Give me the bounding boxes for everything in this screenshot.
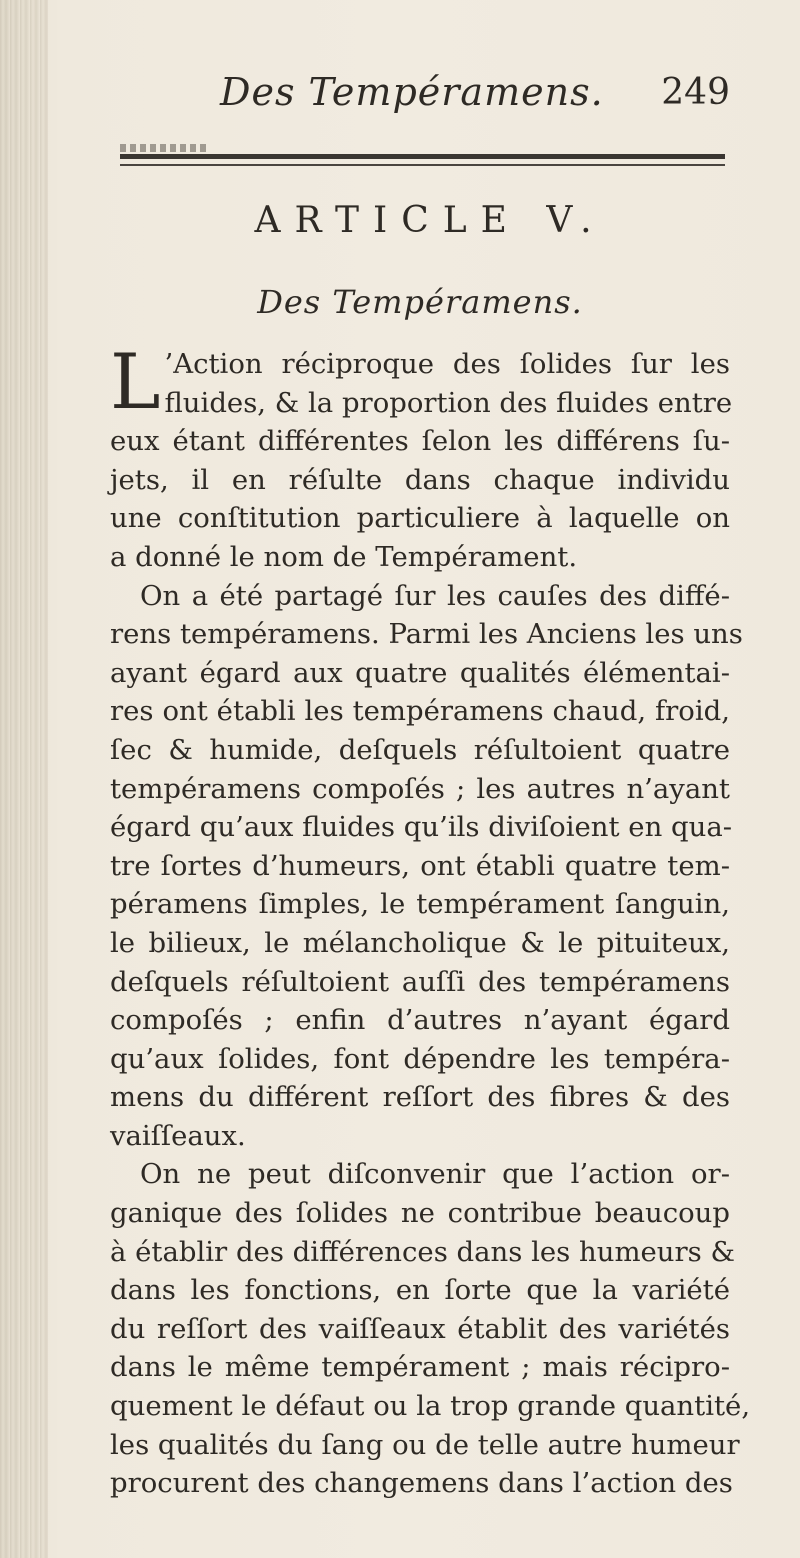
text-line: dans le même tempérament ; mais récipro- bbox=[110, 1351, 730, 1384]
running-title: Des Tempéramens. bbox=[220, 70, 604, 114]
text-line: a donné le nom de Tempérament. bbox=[110, 540, 578, 573]
text-line: mens du différent reſſort des fibres & des bbox=[110, 1081, 730, 1114]
text-line: une conſtitution particuliere à laquelle on bbox=[110, 502, 730, 535]
text-line: les qualités du ſang ou de telle autre humeur bbox=[110, 1428, 740, 1461]
text-line: ganique des ſolides ne contribue beaucoup bbox=[110, 1197, 730, 1230]
text-line: tre ſortes d’humeurs, ont établi quatre tem- bbox=[110, 849, 730, 882]
text-line: dans les fonctions, en ſorte que la variété bbox=[110, 1274, 730, 1307]
text-line: eux étant différentes ſelon les différens ſu- bbox=[110, 425, 730, 458]
header-rule-thick bbox=[120, 154, 725, 159]
page-number: 249 bbox=[661, 72, 730, 113]
text-line: à établir des différences dans les humeurs & bbox=[110, 1235, 735, 1268]
header-rule-thin bbox=[120, 164, 725, 166]
text-line: On a été partagé ſur les cauſes des diffé- bbox=[140, 579, 730, 612]
paragraph-2 bbox=[110, 577, 743, 1156]
text-line: ’Action réciproque des ſolides ſur les bbox=[164, 348, 730, 380]
paragraph-3 bbox=[110, 1155, 751, 1502]
text-line: égard qu’aux fluides qu’ils diviſoient en qua- bbox=[110, 811, 733, 844]
header-ornament bbox=[120, 144, 210, 152]
text-line: péramens ſimples, le tempérament ſanguin, bbox=[110, 888, 730, 921]
text-line: rens tempéramens. Parmi les Anciens les uns bbox=[110, 618, 743, 651]
body-text bbox=[110, 337, 751, 1503]
text-line: On ne peut diſconvenir que l’action or- bbox=[140, 1158, 730, 1191]
section-title: Des Tempéramens. bbox=[257, 283, 583, 321]
text-line: res ont établi les tempéramens chaud, froid, bbox=[110, 695, 730, 728]
text-line: quement le défaut ou la trop grande quantité, bbox=[110, 1390, 751, 1423]
page-edge-shadow bbox=[0, 0, 48, 1558]
text-line: jets, il en réſulte dans chaque individu bbox=[110, 463, 730, 496]
paragraph-1 bbox=[110, 337, 733, 577]
text-line: le bilieux, le mélancholique & le pituiteux, bbox=[110, 926, 730, 959]
text-line: qu’aux ſolides, font dépendre les tempéra- bbox=[110, 1042, 730, 1075]
text-line: compoſés ; enfin d’autres n’ayant égard bbox=[110, 1004, 730, 1037]
text-line: procurent des changemens dans l’action des bbox=[110, 1467, 733, 1500]
article-heading: ARTICLE V. bbox=[254, 200, 606, 241]
text-line: tempéramens compoſés ; les autres n’ayant bbox=[110, 772, 730, 805]
text-line: vaiſſeaux. bbox=[110, 1119, 246, 1152]
text-line: ayant égard aux quatre qualités élémentai- bbox=[110, 656, 730, 689]
text-line: deſquels réſultoient auſſi des tempéramens bbox=[110, 965, 730, 998]
text-line: ſec & humide, deſquels réſultoient quatre bbox=[110, 733, 730, 766]
text-line: fluides, & la proportion des fluides entre bbox=[164, 386, 733, 419]
text-line: du reſſort des vaiſſeaux établit des variétés bbox=[110, 1312, 730, 1345]
drop-cap: L bbox=[110, 337, 161, 426]
running-header bbox=[120, 70, 730, 120]
